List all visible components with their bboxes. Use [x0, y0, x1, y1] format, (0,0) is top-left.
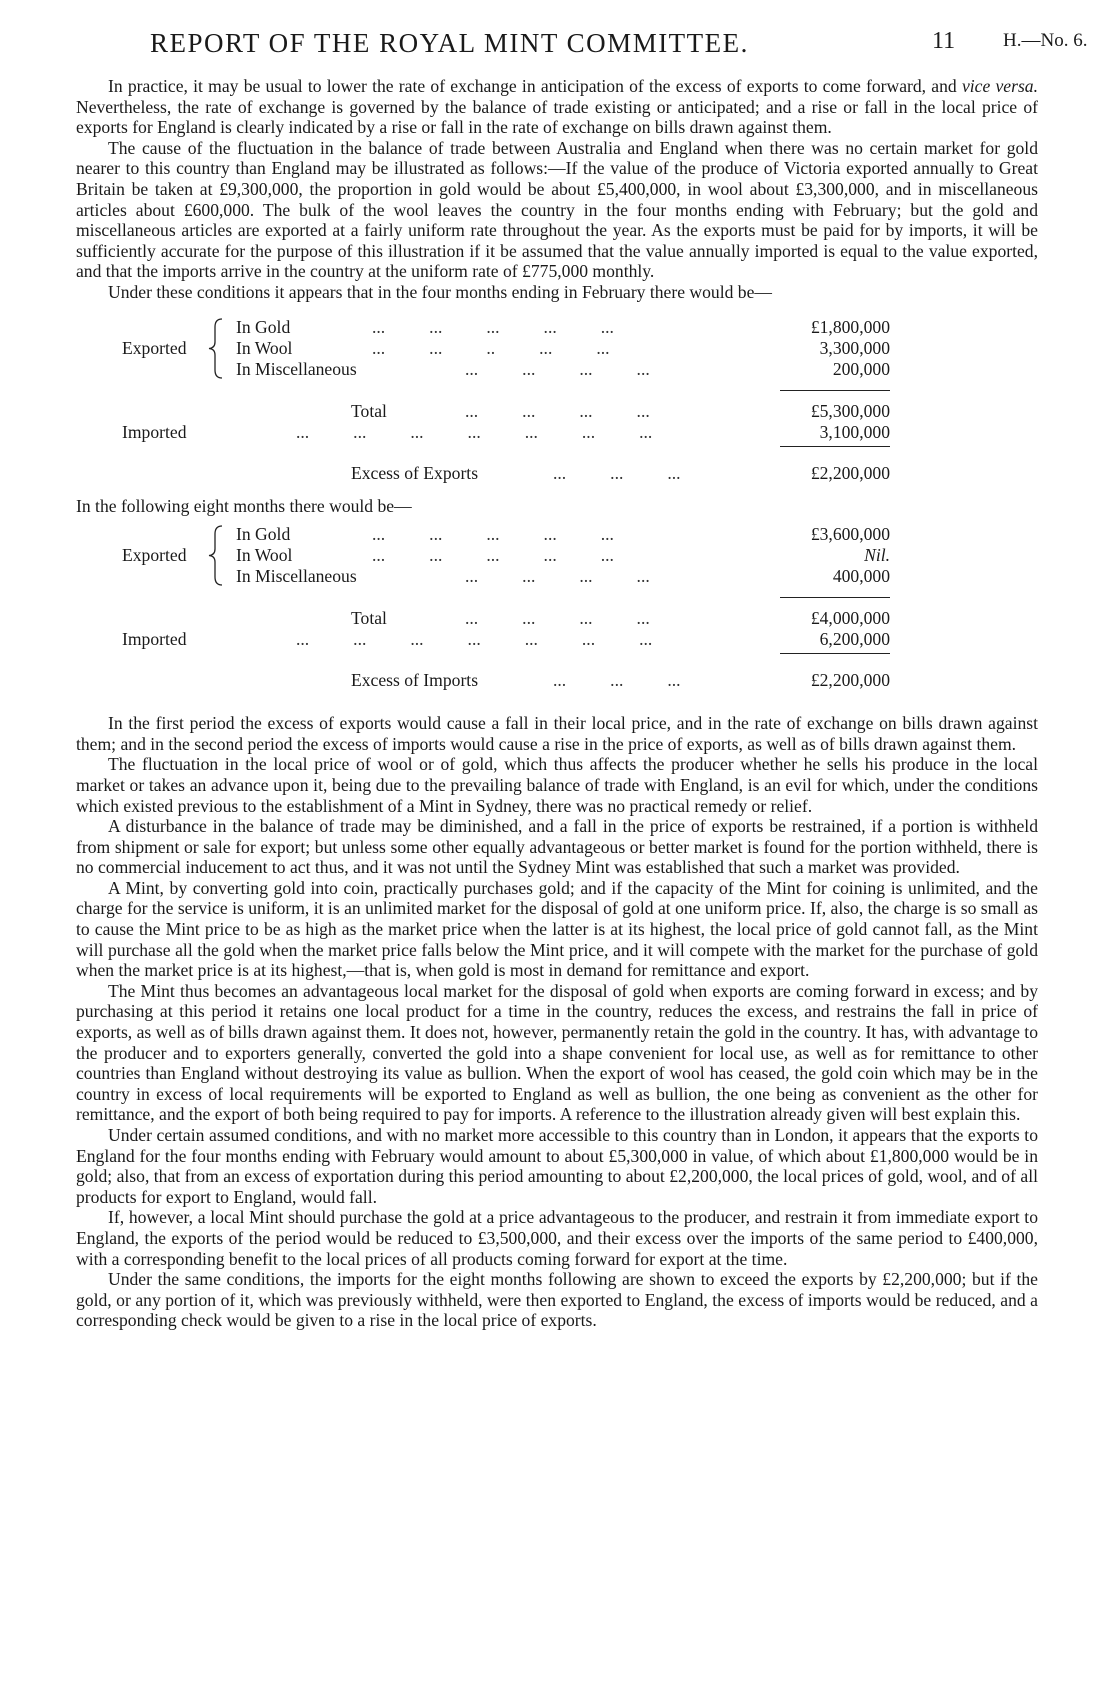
page-number: 11 [932, 28, 956, 54]
paragraph: A disturbance in the balance of trade may be diminished, and a fall in the price of exports be restrained, if a portion is withheld from shipment or sale for export; but unless some other equally advantageous or better market is found for the portion withheld, there is no commercial inducement to act thus, and it was not until the Sydney Mint was established that such a market was provided. [76, 816, 1038, 878]
table-row: In Miscellaneous ... ... ... ... 200,000 [236, 358, 890, 379]
table1-intro: Under these conditions it appears that in the four months ending in February there would be— [108, 281, 773, 302]
table-row: Imported ... ... ... ... ... ... ... 6,200,000 [122, 629, 890, 650]
body-text [0, 713, 1114, 1331]
table-four-months [0, 317, 1114, 484]
table-row: Imported ... ... ... ... ... ... ... 3,100,000 [122, 421, 890, 442]
table-row: Total ... ... ... ... £5,300,000 [351, 400, 890, 421]
exported-label: Exported [122, 337, 187, 358]
table2-intro: In the following eight months there would be— [76, 495, 412, 516]
page-body [0, 76, 1114, 1331]
table-row: In Wool ... ... .. ... ... 3,300,000 [236, 337, 890, 358]
table-row: Excess of Imports ... ... ... £2,200,000 [351, 670, 890, 691]
exported-label: Exported [122, 545, 187, 566]
page-header [0, 28, 1114, 68]
divider [780, 653, 890, 654]
document-reference: H.—No. 6. [1003, 30, 1088, 51]
paragraph: In the first period the excess of exports would cause a fall in their local price, and in the rate of exchange on bills drawn against them; and in the second period the excess of imports would cause a rise in the price of exports, as well as of bills drawn against them. [76, 713, 1038, 754]
table-row: Total ... ... ... ... £4,000,000 [351, 608, 890, 629]
paragraph: Under certain assumed conditions, and with no market more accessible to this country than in London, it appears that the exports to England for the four months ending with February would amount to about £5,300,000 in value, of which about £1,800,000 would be in gold; also, that from an excess of exportation during this period amounting to about £2,200,000, the local prices of gold, wool, and of all products for export to England, would fall. [76, 1125, 1038, 1207]
paragraph: The fluctuation in the local price of wool or of gold, which thus affects the producer whether he sells his produce in the local market or takes an advance upon it, being due to the prevailing balance of trade with England, is an evil for which, under the conditions which existed previous to the establishment of a Mint in Sydney, there was no practical remedy or relief. [76, 754, 1038, 816]
table-row: In Gold ... ... ... ... ... £3,600,000 [236, 524, 890, 545]
table-row: Excess of Exports ... ... ... £2,200,000 [351, 462, 890, 483]
paragraph: In practice, it may be usual to lower the rate of exchange in anticipation of the excess of exports to come forward, and vice versa. Nevertheless, the rate of exchange is governed by the balance of trade existing or anticipated; and a rise or fall in the local price of exports for England is clearly indicated by a rise or fall in the rate of exchange on bills drawn against them. [76, 76, 1038, 138]
divider [780, 597, 890, 598]
table-eight-months [0, 524, 1114, 691]
paragraph: Under the same conditions, the imports for the eight months following are shown to exceed the exports by £2,200,000; but if the gold, or any portion of it, which was previously withheld, were then exported to England, the excess of imports would be reduced, and a corresponding check would be given to a rise in the local price of exports. [76, 1269, 1038, 1331]
divider [780, 390, 890, 391]
paragraph: The cause of the fluctuation in the balance of trade between Australia and England when there was no certain market for gold nearer to this country than England may be illustrated as follows:—If the value of the produce of Victoria exported annually to Great Britain be taken at £9,300,000, the proportion in gold would be about £5,400,000, in wool about £3,300,000, and in miscellaneous articles about £600,000. The bulk of the wool leaves the country in the four months ending with February; but the gold and miscellaneous articles are exported at a fairly uniform rate throughout the year. As the exports must be paid for by imports, it will be sufficiently accurate for the purpose of this illustration if it be assumed that the value annually imported is equal to the value exported, and that the imports arrive in the country at the uniform rate of £775,000 monthly. [76, 137, 1038, 282]
table-row: In Miscellaneous ... ... ... ... 400,000 [236, 566, 890, 587]
paragraph: The Mint thus becomes an advantageous local market for the disposal of gold when exports are coming forward in excess; and by purchasing at this period it retains one local product for a time in the country, reduces the excess, and restrains the fall in price of exports, as well as of bills drawn against them. It does not, however, permanently retain the gold in the country. It has, with advantage to the producer and to exporters generally, converted the gold into a shape convenient for local use, as well as for remittance to other countries than England without destroying its value as bullion. When the export of wool has ceased, the gold coin which may be in the country in excess of local requirements will be exported to England as well as bullion, the one being as convenient as the other for remittance, and the export of both being required to pay for imports. A reference to the illustration already given will best explain this. [76, 980, 1038, 1125]
paragraph: A Mint, by converting gold into coin, practically purchases gold; and if the capacity of the Mint for coining is unlimited, and the charge for the service is uniform, it is an unlimited market for the disposal of gold at one uniform price. If, also, the charge is so small as to cause the Mint price to be as high as the market price when the latter is at its highest, the local price of gold cannot fall, as the Mint will purchase all the gold when the market price falls below the Mint price, and it will compete with the market for the purchase of gold when the market price is at its highest,—that is, when gold is most in demand for remittance and export. [76, 877, 1038, 981]
report-title: REPORT OF THE ROYAL MINT COMMITTEE. [150, 28, 749, 58]
paragraph: If, however, a local Mint should purchase the gold at a price advantageous to the producer, and restrain it from immediate export to England, the exports of the period would be reduced to £3,500,000, and their excess over the imports of the same period to £400,000, with a corresponding benefit to the local prices of all products coming forward for export at the time. [76, 1207, 1038, 1269]
table-row: In Gold ... ... ... ... ... £1,800,000 [236, 316, 890, 337]
divider [780, 446, 890, 447]
table-row: In Wool ... ... ... ... ... Nil. [236, 545, 890, 566]
